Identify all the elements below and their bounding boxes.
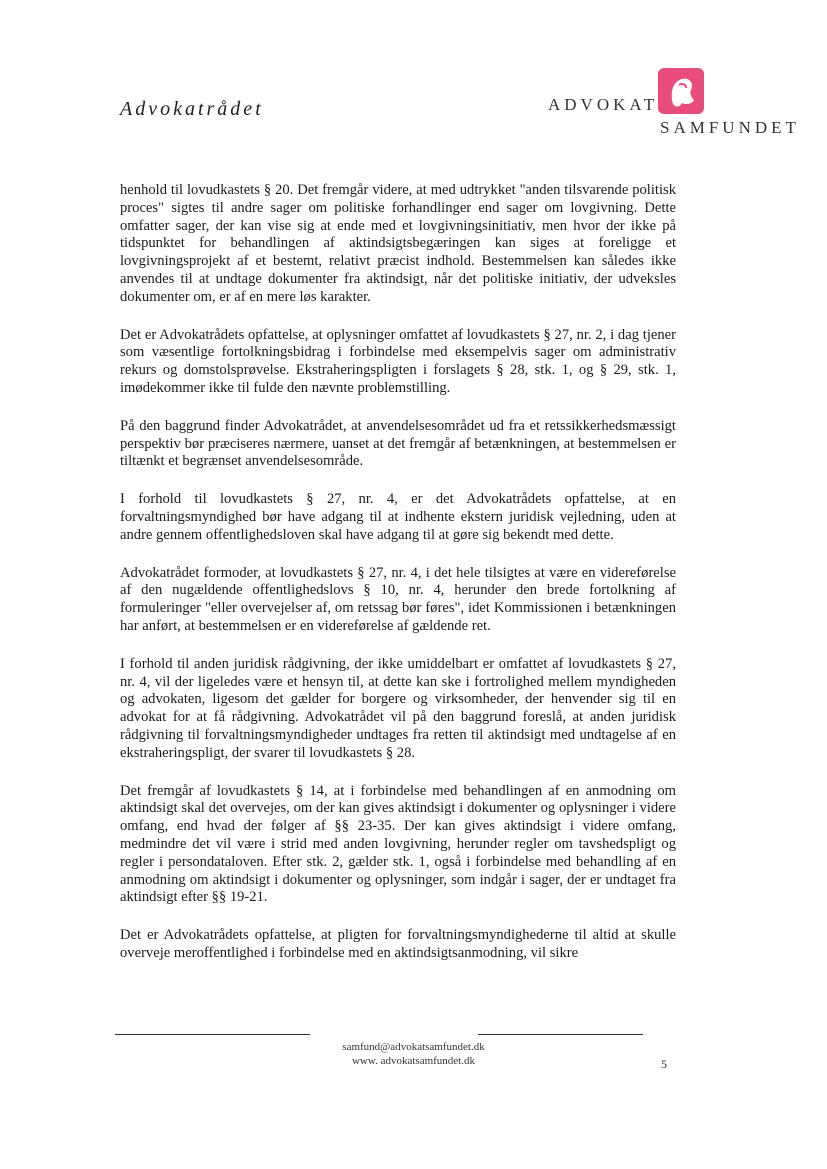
paragraph: På den baggrund finder Advokatrådet, at anvendelsesområdet ud fra et retssikkerhedsmæssigt perspektiv bør præciseres nærmere, uanset at det fremgår af betænkningen, at bestemmelsen er tiltænkt et begrænset anvendelsesområde.: [120, 417, 676, 470]
logo-word-advokat: ADVOKAT: [548, 95, 659, 114]
logo-word-samfundet: SAMFUNDET: [660, 118, 800, 137]
letter-body: [120, 182, 676, 983]
header-title: Advokatrådet: [120, 98, 264, 120]
logo-emblem-icon: [658, 68, 704, 114]
footer-divider: [115, 1034, 310, 1035]
paragraph: I forhold til anden juridisk rådgivning, der ikke umiddelbart er omfattet af lovudkastets § 27, nr. 4, vil der ligeledes være et hensyn til, at dette kan ske i fortrolighed mellem myndigheden og advokaten, ligesom det gælder for borgere og virksomheder, der henvender sig til en advokat for at få rådgivning. Advokatrådet vil på den baggrund foreslå, at anden juridisk rådgivning til forvaltningsmyndigheder undtages fra retten til aktindsigt med undtagelse af en ekstraheringspligt, der svarer til lovudkastets § 28.: [120, 655, 676, 761]
paragraph: I forhold til lovudkastets § 27, nr. 4, er det Advokatrådets opfattelse, at en forvaltningsmyndighed bør have adgang til at indhente ekstern juridisk vejledning, uden at andre gennem offentlighedsloven skal have adgang til at gøre sig bekendt med dette.: [120, 491, 676, 543]
paragraph: Det er Advokatrådets opfattelse, at oplysninger omfattet af lovudkastets § 27, nr. 2, i dag tjener som væsentlige fortolkningsbidrag i forbindelse med eksempelvis sager om administrativ rekurs og domstolsprøvelse. Ekstraheringspligten i forslagets § 28, stk. 1, og § 29, stk. 1, imødekommer ikke til fulde den nævnte problemstilling.: [120, 326, 676, 396]
advokatsamfundet-logo: [548, 68, 798, 138]
page-number: 5: [661, 1057, 667, 1071]
paragraph: Det fremgår af lovudkastets § 14, at i forbindelse med behandlingen af en anmodning om aktindsigt skal det overvejes, om der kan gives aktindsigt i dokumenter og oplysninger i videre omfang, end hvad der følger af §§ 23-35. Der kan gives aktindsigt i videre omfang, medmindre det vil være i strid med anden lovgivning, herunder regler om tavshedspligt og regler i persondataloven. Efter stk. 2, gælder stk. 1, også i forbindelse med behandling af en anmodning om aktindsigt i dokumenter og oplysninger, som indgår i sager, der er undtaget fra aktindsigt efter §§ 19-21.: [120, 782, 676, 906]
paragraph: henhold til lovudkastets § 20. Det fremgår videre, at med udtrykket "anden tilsvarende politisk proces" sigtes til andre sager om politiske forhandlinger end sager om lovgivning. Dette omfatter sager, der kan vise sig at ende med et lovgivningsinitiativ, men hvor der ikke på tidspunktet for behandlingen af aktindsigtsbegæringen kan siges at foreligge et lovgivningsprojekt af et bestemt, relativt præcist indhold. Bestemmelsen kan således ikke anvendes til at undtage dokumenter fra aktindsigt, når det politiske initiativ, der udveksles dokumenter om, er af en mere løs karakter.: [120, 182, 676, 305]
footer-website[interactable]: www. advokatsamfundet.dk: [351, 1055, 475, 1067]
paragraph: Det er Advokatrådets opfattelse, at pligten for forvaltningsmyndighederne til altid at skulle overveje meroffentlighed i forbindelse med en aktindsigtsanmodning, vil sikre: [120, 927, 676, 961]
paragraph: Advokatrådet formoder, at lovudkastets § 27, nr. 4, i det hele tilsigtes at være en videreførelse af den nugældende offentlighedslovs § 10, nr. 4, herunder den brede fortolkning af formuleringer "eller overvejelser af, om retssag bør føres", idet Kommissionen i betænkningen har anført, at bestemmelsen er en videreførelse af gældende ret.: [120, 564, 676, 634]
footer-divider: [478, 1034, 643, 1035]
footer-email[interactable]: samfund@advokatsamfundet.dk: [342, 1041, 485, 1053]
